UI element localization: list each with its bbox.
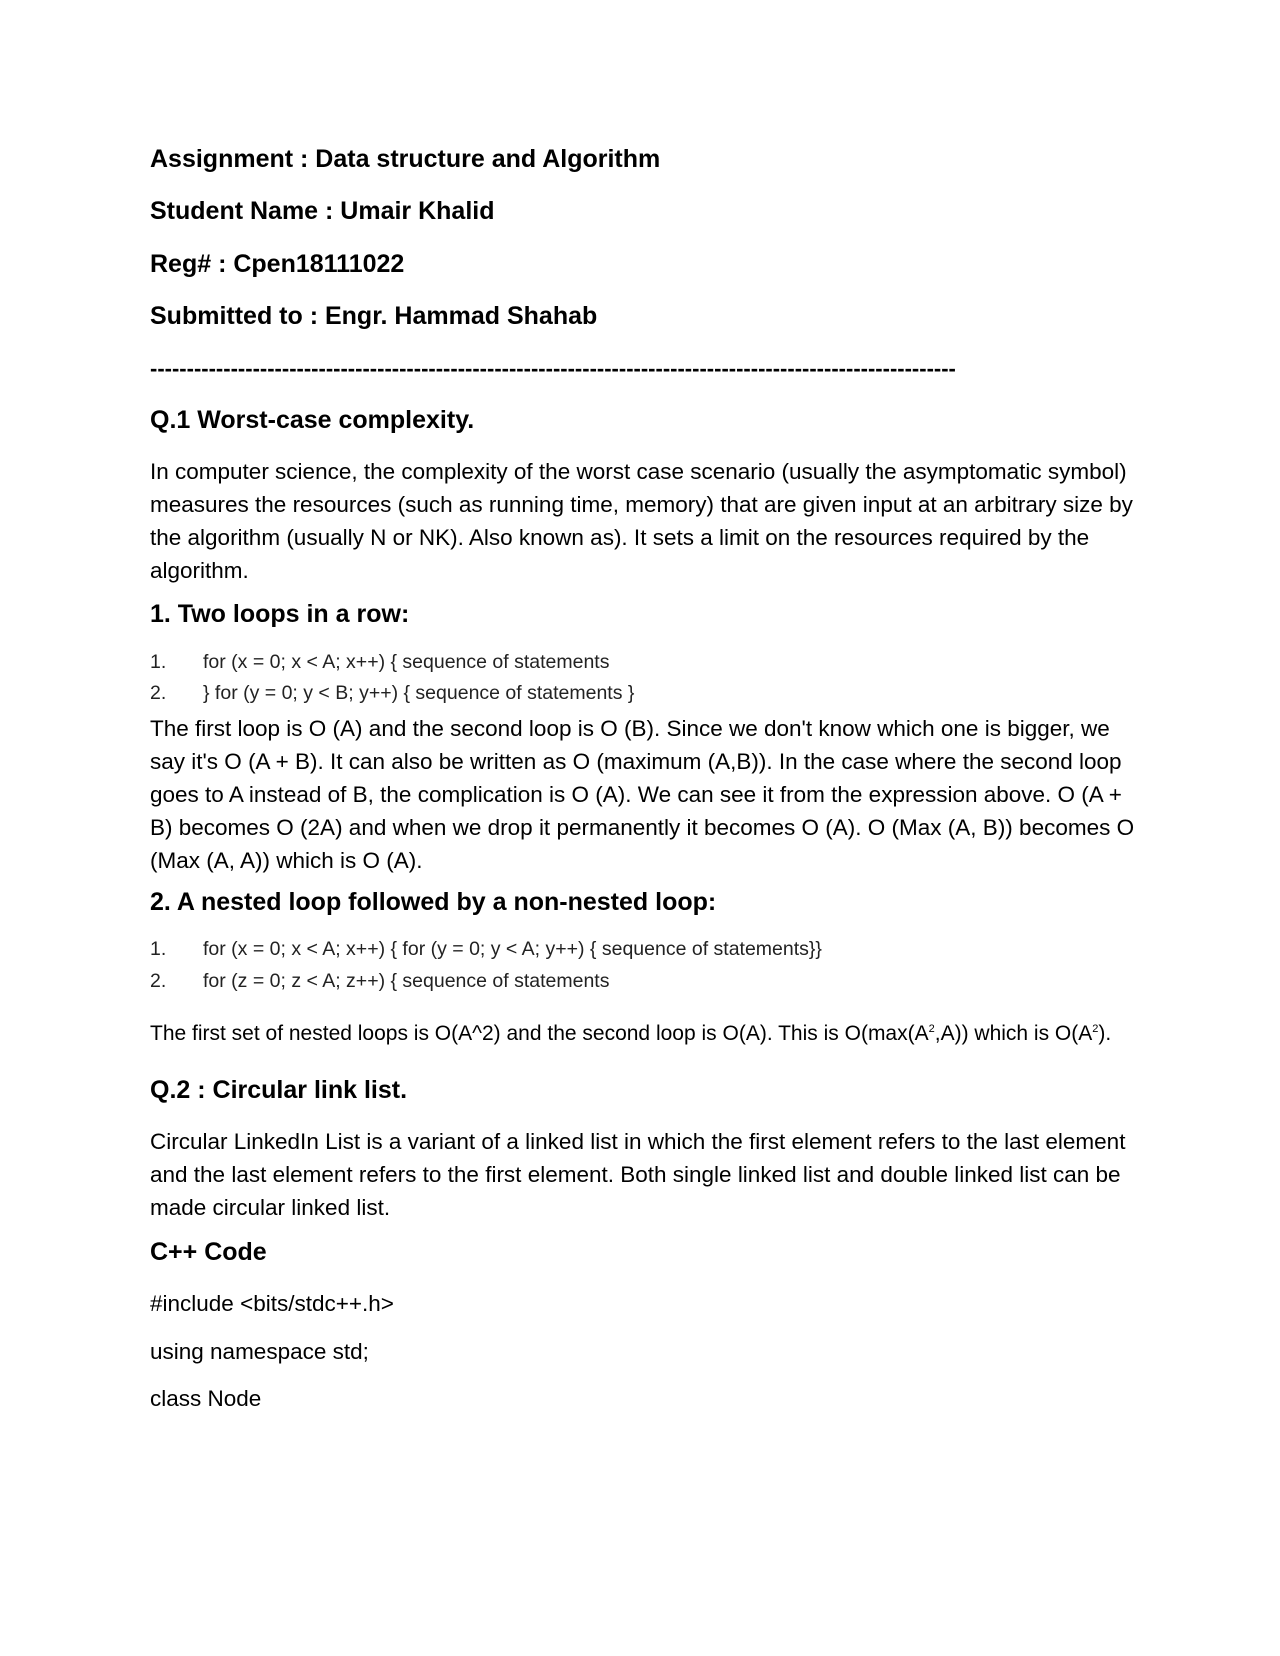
cpp-code-title: C++ Code: [150, 1238, 267, 1266]
code-include-line: #include <bits/stdc++.h>: [150, 1291, 394, 1316]
q2-description: Circular LinkedIn List is a variant of a linked list in which the first element refers to the last element and the last element refers to the first element. Both single linked list and double linked list can be made circular linked list.: [150, 1129, 1126, 1220]
section1-code-line-1: [150, 651, 609, 674]
code-line-number: 1.: [150, 938, 167, 960]
assignment-title: Assignment : Data structure and Algorithm: [150, 145, 661, 173]
reg-number: Reg# : Cpen18111022: [150, 250, 405, 278]
section1-explanation: The first loop is O (A) and the second loop is O (B). Since we don't know which one is bigger, we say it's O (A + B). It can also be written as O (maximum (A,B)). In the case where the second loop goes to A instead of B, the complication is O (A). We can see it from the expression above. O (A + B) becomes O (2A) and when we drop it permanently it becomes O (A). O (Max (A, B)) becomes O (Max (A, A)) which is O (A).: [150, 716, 1135, 873]
section1-title: 1. Two loops in a row:: [150, 600, 410, 628]
code-line-text: } for (y = 0; y < B; y++) { sequence of statements }: [203, 682, 635, 704]
code-line-text: for (x = 0; x < A; x++) { sequence of statements: [203, 651, 610, 673]
section2-title: 2. A nested loop followed by a non-nested loop:: [150, 888, 717, 916]
code-namespace-line: using namespace std;: [150, 1339, 369, 1364]
code-line-number: 2.: [150, 970, 167, 992]
section2-explanation: The first set of nested loops is O(A^2) and the second loop is O(A). This is $O(\max(A^2,A))$ which is $O(A^2)$.: [150, 1022, 1112, 1045]
section2-code-line-1: [150, 938, 822, 961]
code-line-number: 2.: [150, 682, 167, 704]
code-class-line: class Node: [150, 1386, 262, 1411]
q2-title: Q.2 : Circular link list.: [150, 1076, 408, 1104]
code-line-number: 1.: [150, 651, 167, 673]
submitted-to: Submitted to : Engr. Hammad Shahab: [150, 302, 598, 330]
section1-code-line-2: [150, 682, 634, 705]
document-page: [150, 0, 1140, 1656]
code-line-text: for (x = 0; x < A; x++) { for (y = 0; y < A; y++) { sequence of statements}}: [203, 938, 822, 960]
code-line-text: for (z = 0; z < A; z++) { sequence of statements: [203, 970, 610, 992]
section2-code-line-2: [150, 970, 609, 993]
q1-intro: In computer science, the complexity of the worst case scenario (usually the asymptomatic symbol) measures the resources (such as running time, memory) that are given input at an arbitrary size by the algorithm (usually N or NK). Also known as). It sets a limit on the resources required by the algorithm.: [150, 459, 1133, 583]
separator-line: --------------------------------------------------------------------------------------------------------------: [150, 356, 956, 381]
q1-title: Q.1 Worst-case complexity.: [150, 406, 475, 434]
student-name: Student Name : Umair Khalid: [150, 197, 495, 225]
